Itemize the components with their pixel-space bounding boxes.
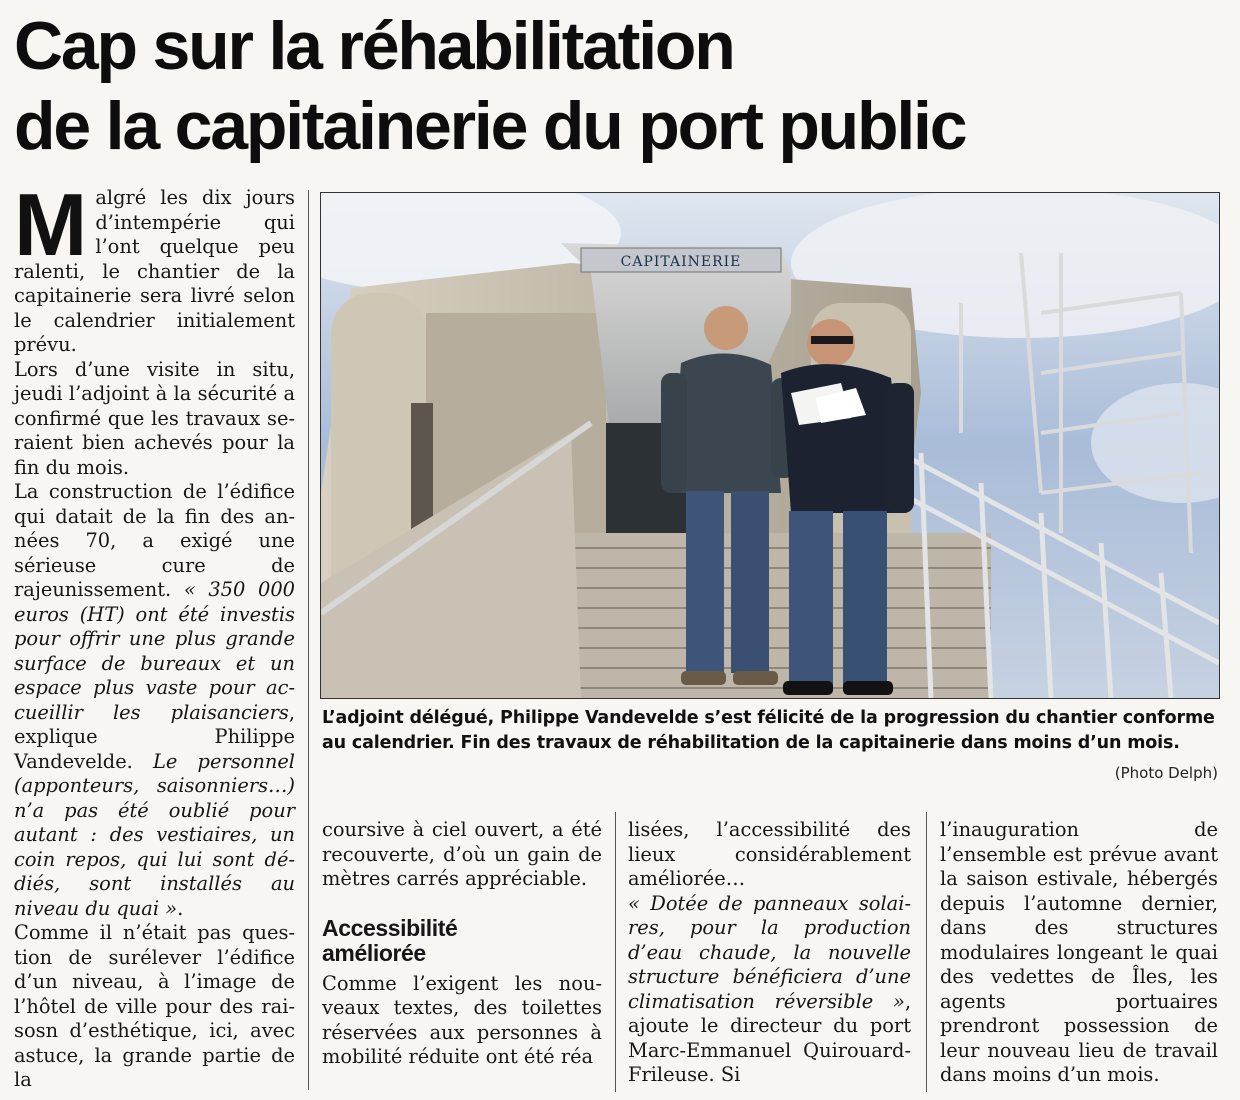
headline-line-2: de la capitainerie du port public bbox=[14, 88, 966, 164]
column-rule-2 bbox=[615, 812, 616, 1092]
quote-2: Le personnel (apponteurs, saisonniers…) n’a pas été oublié pour autant : des vestiaires, un coin repos, qui lui sont dédiés, sont installés au niveau du quai » bbox=[14, 749, 295, 920]
subheading bbox=[322, 916, 602, 966]
drop-cap: M bbox=[14, 175, 88, 274]
quote: « 350 000 euros (HT) ont été investis pour offrir une plus grande surface de bureaux et un espace plus vaste pour accueillir les plaisanciers bbox=[14, 578, 295, 724]
headline bbox=[14, 6, 1229, 166]
paragraph-8: « Dotée de panneaux solaires, pour la production d’eau chaude, la nouvelle structure bénéficiera d’une climatisation réversible », ajoute le directeur du port Marc-Emmanuel Quirouard-Frileuse. Si bbox=[628, 891, 911, 1086]
paragraph-5: coursive à ciel ouvert, a été recouverte, d’où un gain de mètres carrés appréciable. bbox=[322, 818, 602, 890]
quote-3: « Dotée de panneaux solaires, pour la production d’eau chaude, la nouvelle structure bénéficiera d’une climatisation réversible » bbox=[628, 891, 911, 1013]
paragraph-7: lisées, l’accessibilité des lieux considérablement améliorée… bbox=[628, 818, 911, 890]
subheading-line-1: Accessibilité bbox=[322, 914, 458, 941]
column-rule-1 bbox=[308, 190, 309, 1090]
photo-credit: (Photo Delph) bbox=[1114, 764, 1218, 782]
column-rule-3 bbox=[926, 812, 927, 1092]
photo-caption: L’adjoint délégué, Philippe Vandevelde s’est félicité de la progression du chantier conforme au calendrier. Fin des travaux de réhabilitation de la capitainerie dans moins d’un mois. bbox=[322, 708, 1215, 753]
paragraph-2: Lors d’une visite in situ, jeudi l’adjoint à la sécurité a confirmé que les travaux seraient bien achevés pour la fin du mois. bbox=[14, 357, 295, 479]
paragraph-3: La construction de l’édifice qui datait de la fin des années 70, a exigé une sérieuse cure de rajeunissement. « 350 000 euros (HT) ont été investis pour offrir une plus grande surface de bureaux et un espace plus vaste pour accueillir les plaisanciers, explique Philippe Vandevelde. Le personnel (apponteurs, saisonniers…) n’a pas été oublié pour autant : des vestiaires, un coin repos, qui lui sont dédiés, sont installés au niveau du quai ». bbox=[14, 480, 295, 920]
paragraph-4: Comme il n’était pas question de surélever l’édifice d’un niveau, à l’image de l’hôtel de ville pour des raisosn d’esthétique, ici, avec astuce, la grande partie de la bbox=[14, 921, 295, 1091]
article-column-1 bbox=[14, 175, 295, 1093]
article-column-2 bbox=[322, 818, 602, 1070]
paragraph-9: l’inauguration de l’ensemble est prévue avant la saison estivale, hébergés depuis l’automne dernier, dans des structures modulaires longeant le quai des vedettes de Îles, les agents portuaires prendront possession de leur nouveau lieu de travail dans moins d’un mois. bbox=[940, 818, 1218, 1086]
article-column-3 bbox=[628, 818, 911, 1088]
capitainerie-photo bbox=[321, 193, 1219, 698]
article-photo bbox=[321, 193, 1219, 698]
paragraph-6: Comme l’exigent les nouveaux textes, des toilettes réservées aux personnes à mobilité réduite ont été réa bbox=[322, 971, 602, 1068]
headline-line-1: Cap sur la réhabilitation bbox=[14, 8, 734, 84]
paragraph-1: Malgré les dix jours d’intempérie qui l’ont quelque peu ralenti, le chantier de la capitainerie sera livré selon le calendrier initialement prévu. bbox=[14, 175, 295, 356]
sign-text: CAPITAINERIE bbox=[620, 254, 742, 270]
subheading-line-2: améliorée bbox=[322, 939, 426, 966]
article-column-4 bbox=[940, 818, 1218, 1088]
